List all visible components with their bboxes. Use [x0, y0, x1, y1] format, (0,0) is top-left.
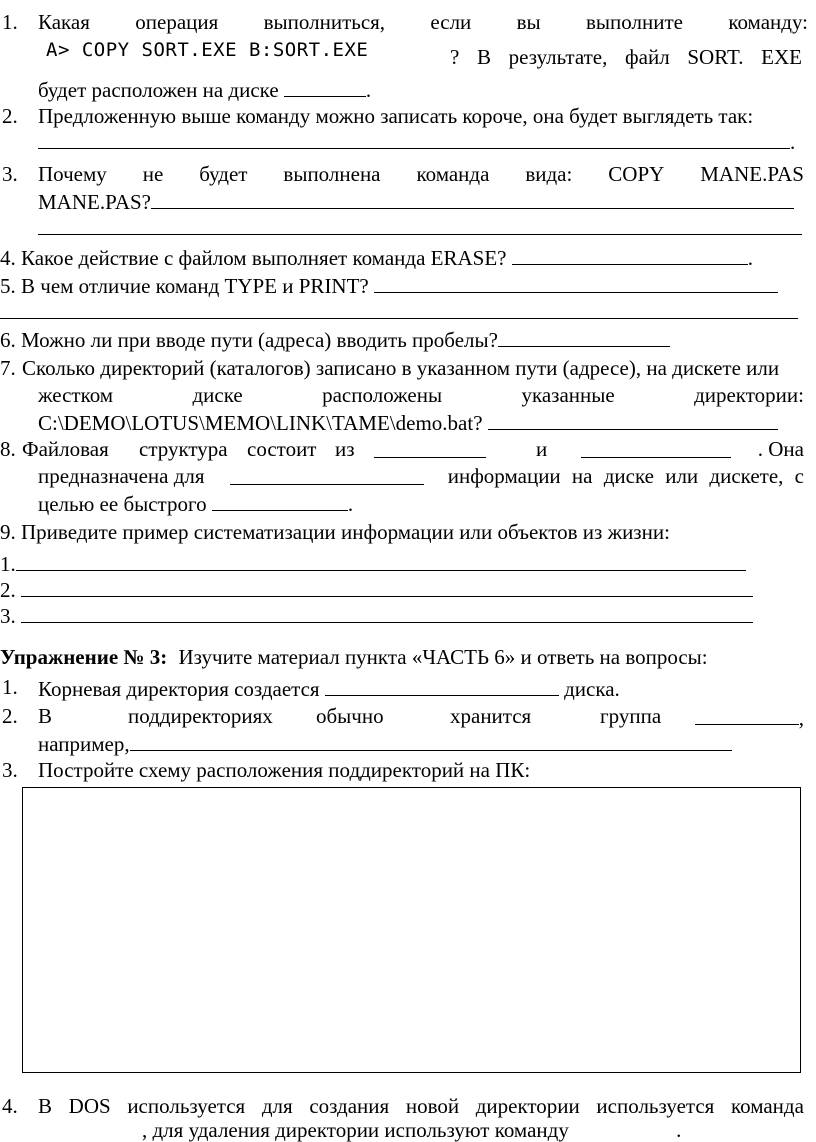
word: Файловая: [22, 437, 109, 461]
q1-line3: [38, 76, 371, 102]
word: обычно: [316, 704, 384, 728]
word: не: [142, 162, 164, 186]
word: результате,: [508, 45, 608, 69]
period: .: [790, 130, 796, 154]
item-number: 2.: [0, 578, 16, 602]
word: SORT.: [687, 45, 744, 69]
word: если: [430, 10, 472, 34]
answer-blank[interactable]: [488, 409, 778, 430]
q6-number: 6.: [0, 328, 16, 352]
q2-number: 2.: [2, 104, 18, 128]
q1-number: 1.: [2, 10, 18, 34]
word: указанные: [521, 383, 615, 407]
q1-line1: [38, 10, 808, 34]
period: .: [747, 246, 753, 270]
answer-blank[interactable]: [695, 704, 799, 725]
ex3-item-4-text: , для удаления директории используют команду: [142, 1118, 569, 1142]
answer-blank[interactable]: [374, 272, 778, 293]
word: поддиректориях: [128, 704, 273, 728]
q8-line3: [38, 490, 353, 516]
answer-blank[interactable]: [130, 730, 732, 751]
answer-blank[interactable]: [230, 464, 424, 485]
q9-number: 9.: [0, 520, 16, 544]
word: группа: [600, 704, 662, 728]
q3-line1: [38, 162, 804, 186]
exercise-3-text: Изучите материал пункта «ЧАСТЬ 6» и ответь на вопросы:: [178, 645, 708, 669]
word: выполните: [586, 10, 683, 34]
word: создания: [309, 1094, 390, 1118]
q8-text-c: целью ее быстрого: [38, 492, 207, 516]
ex3-item-2-text: например,: [38, 732, 130, 756]
ex3-item-4-line2: [142, 1118, 681, 1142]
word: ?: [450, 45, 460, 69]
q3-line2: [38, 188, 794, 214]
ex3-item-4-number: 4.: [2, 1094, 18, 1118]
word: используется: [596, 1094, 715, 1118]
ex3-item-2-number: 2.: [2, 704, 18, 728]
period: .: [347, 492, 354, 516]
answer-blank[interactable]: [212, 490, 348, 511]
q6-line: [0, 326, 670, 352]
answer-blank[interactable]: [284, 76, 366, 97]
answer-blank[interactable]: [374, 437, 486, 458]
ex3-item-1-tail: диска.: [564, 677, 620, 701]
q3-number: 3.: [2, 162, 18, 186]
word: В: [476, 45, 491, 69]
exercise-3-title: Упражнение № 3:: [0, 645, 168, 669]
item-number: 3.: [0, 604, 16, 628]
q3-extra-line: [38, 214, 802, 240]
answer-blank[interactable]: [16, 550, 746, 571]
ex3-item-1-text: Корневая директория создается: [38, 677, 320, 701]
word: директории: [475, 1094, 580, 1118]
q1-command: A> COPY SORT.EXE B:SORT.EXE: [46, 39, 369, 61]
answer-blank[interactable]: [512, 244, 748, 265]
q2-text: Предложенную выше команду можно записать короче, она будет выглядеть так:: [38, 104, 754, 128]
item-number: 1.: [0, 552, 16, 576]
q8-number: 8.: [0, 437, 16, 461]
word: новой: [405, 1094, 460, 1118]
q1-line2-tail: [450, 45, 802, 69]
period: .: [365, 78, 372, 102]
word: и: [536, 437, 548, 461]
answer-blank[interactable]: [0, 298, 798, 319]
word: файл: [625, 45, 670, 69]
word: DOS: [68, 1094, 111, 1118]
word: Почему: [38, 162, 107, 186]
word: диске: [192, 383, 243, 407]
word: В: [38, 704, 53, 728]
word: из: [335, 437, 355, 461]
answer-blank[interactable]: [151, 188, 794, 209]
answer-blank[interactable]: [498, 326, 670, 347]
q9-item-2: [0, 576, 753, 602]
word: операция: [135, 10, 219, 34]
q9-line: [0, 520, 670, 544]
answer-blank[interactable]: [21, 576, 753, 597]
word: для: [261, 1094, 293, 1118]
q8-text-a: предназначена для: [38, 464, 205, 488]
word: команду:: [728, 10, 808, 34]
subdirectory-scheme-box[interactable]: [22, 787, 801, 1073]
period: .: [676, 1118, 682, 1142]
q5-extra-line: [0, 298, 798, 324]
word: структура: [139, 437, 228, 461]
q5-line: [0, 272, 778, 298]
q7-line3: [38, 409, 778, 435]
ex3-item-2-blank: [695, 704, 804, 730]
q5-text: В чем отличие команд TYPE и PRINT?: [21, 274, 369, 298]
comma: ,: [798, 706, 804, 730]
answer-blank[interactable]: [38, 214, 802, 235]
answer-blank[interactable]: [581, 437, 731, 458]
word: В: [38, 1094, 53, 1118]
q8-text-b: информации на диске или дискете, с: [447, 464, 804, 488]
ex3-item-1-number: 1.: [2, 675, 18, 699]
word: вы: [516, 10, 541, 34]
q4-text: Какое действие с файлом выполняет команда ERASE?: [21, 246, 507, 270]
word: директории:: [694, 383, 804, 407]
word: расположены: [322, 383, 443, 407]
word: хранится: [450, 704, 532, 728]
ex3-item-2-line2: [38, 730, 732, 756]
word: команда: [730, 1094, 804, 1118]
word: выполниться,: [263, 10, 386, 34]
answer-blank[interactable]: [21, 602, 753, 623]
word: вида:: [525, 162, 573, 186]
q9-text: Приведите пример систематизации информации или объектов из жизни:: [21, 520, 670, 544]
q3-line2-text: MANE.PAS?: [38, 190, 151, 214]
ex3-item-1: [38, 675, 620, 701]
q7-path: C:\DEMO\LOTUS\MEMO\LINK\TAME\demo.bat?: [38, 411, 483, 435]
q5-number: 5.: [0, 274, 16, 298]
answer-blank[interactable]: [325, 675, 559, 696]
word: команда: [416, 162, 490, 186]
q7-number: 7.: [0, 356, 16, 380]
q7-line1: Сколько директорий (каталогов) записано в указанном пути (адресе), на дискете или: [22, 356, 780, 380]
q1-line3-text: будет расположен на диске: [38, 78, 279, 102]
q9-item-3: [0, 602, 753, 628]
q4-number: 4.: [0, 246, 16, 270]
word: COPY: [608, 162, 665, 186]
q9-item-1: [0, 550, 746, 576]
word: MANE.PAS: [700, 162, 804, 186]
answer-blank[interactable]: [38, 128, 790, 149]
q7-line2: [38, 383, 804, 407]
word: состоит: [247, 437, 317, 461]
word: жестком: [38, 383, 114, 407]
word: EXE: [761, 45, 802, 69]
word: используется: [127, 1094, 246, 1118]
exercise-3-heading: [0, 645, 708, 669]
word: выполнена: [283, 162, 381, 186]
ex3-item-4-line1: [38, 1094, 804, 1118]
word: будет: [199, 162, 248, 186]
ex3-item-3: Постройте схему расположения поддиректорий на ПК:: [38, 758, 531, 782]
ex3-item-3-number: 3.: [2, 758, 18, 782]
q4-line: [0, 244, 753, 270]
word: Какая: [38, 10, 90, 34]
q6-text: Можно ли при вводе пути (адреса) вводить пробелы?: [21, 328, 498, 352]
q2-answer-line: [38, 128, 795, 154]
word: . Она: [757, 437, 804, 461]
